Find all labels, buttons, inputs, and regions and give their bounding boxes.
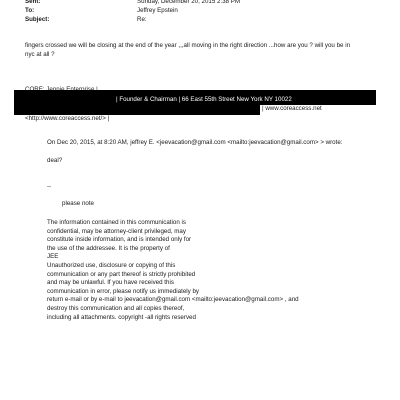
redaction-bar — [14, 103, 260, 115]
subject-label: Subject: — [25, 16, 50, 23]
signature-title-address: | Founder & Chairman | 66 East 55th Street New York NY 10022 — [116, 96, 292, 103]
disclaimer-line: The information contained in this communication is — [47, 219, 186, 226]
disclaimer-line: including all attachments. copyright -all rights reserved — [47, 313, 196, 321]
sent-value: Sunday, December 20, 2015 2:38 PM — [137, 0, 241, 5]
disclaimer-line: and may be unlawful. If you have received this — [47, 279, 174, 287]
quote-attribution: On Dec 20, 2015, at 8:20 AM, jeffrey E. <jeevacation@gmail.com <mailto:jeevacation@gmail.com> > wrote: — [47, 139, 343, 146]
disclaimer-line: JEE — [47, 253, 59, 261]
disclaimer-line: Unauthorized use, disclosure or copying of this — [47, 261, 176, 269]
body-line-1: fingers crossed we will be closing at the end of the year ,,,all moving in the right direction ...how are you ? will you be in — [25, 42, 351, 49]
subject-value: Re: — [137, 16, 147, 23]
signature-website-link[interactable]: <http://www.coreaccess.net/> | — [25, 115, 110, 122]
quote-message: deal? — [47, 157, 63, 164]
disclaimer-line: the use of the addressee. It is the property of — [47, 244, 170, 252]
to-value: Jeffrey Epstein — [137, 7, 178, 14]
disclaimer-line: constitute inside information, and is intended only for — [47, 236, 192, 244]
please-note: please note — [62, 200, 94, 207]
disclaimer-line: return e-mail or by e-mail to jeevacation@gmail.com <mailto:jeevacation@gmail.com> , and — [47, 296, 299, 304]
signature-website: | www.coreaccess.net — [262, 105, 322, 112]
quote-separator: -- — [47, 183, 52, 190]
sent-label: Sent: — [25, 0, 41, 5]
disclaimer-line: confidential, may be attorney-client privileged, may — [47, 227, 186, 235]
disclaimer-line: communication or any part thereof is strictly prohibited — [47, 270, 196, 278]
disclaimer — [47, 219, 347, 322]
body-line-2: nyc at all ? — [25, 51, 55, 58]
to-label: To: — [25, 7, 35, 14]
disclaimer-line: destroy this communication and all copies thereof, — [47, 304, 185, 312]
disclaimer-line: communication in error, please notify us immediately by — [47, 287, 200, 295]
